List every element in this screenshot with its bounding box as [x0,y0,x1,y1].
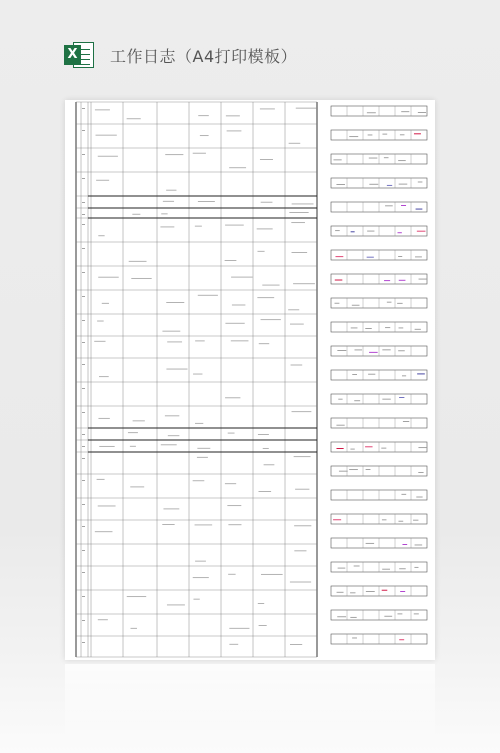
summary-mark [336,425,344,426]
cell-text-speck [259,343,269,344]
cell-text-speck [231,277,252,278]
summary-mark [382,569,390,570]
cell-text-speck [292,252,308,253]
cell-text-speck [258,603,264,604]
summary-mark [416,497,422,498]
summary-mark [398,521,403,522]
summary-mark [399,184,408,185]
cell-text-speck [193,153,206,154]
cell-text-speck [98,156,118,157]
cell-text-speck [195,423,203,424]
summary-mark [403,421,409,422]
summary-mark [349,136,358,137]
summary-mark [338,568,346,569]
cell-text-speck [131,278,151,279]
cell-text-speck [225,225,244,226]
summary-mark [366,591,375,592]
row-label-speck [82,572,85,573]
cell-text-speck [99,446,114,447]
cell-text-speck [96,135,117,136]
cell-text-speck [165,415,179,416]
cell-text-speck [132,214,140,215]
summary-mark [414,613,419,614]
paper-reflection [65,664,435,744]
summary-mark [398,160,406,161]
log-sheet-preview [65,100,435,660]
cell-text-speck [95,109,110,110]
row-label-speck [82,412,85,413]
cell-text-speck [166,190,176,191]
row-label-speck [82,178,85,179]
cell-text-speck [261,319,281,320]
cell-text-speck [198,295,218,296]
summary-mark [385,327,390,328]
cell-text-speck [290,644,302,645]
summary-mark [400,134,405,135]
row-label-speck [82,202,85,203]
cell-text-speck [229,628,249,629]
cell-text-speck [133,420,145,421]
cell-text-speck [130,446,136,447]
cell-text-speck [294,525,311,526]
summary-mark [414,133,421,134]
row-label-speck [82,480,85,481]
cell-text-speck [197,457,208,458]
cell-text-speck [166,369,187,370]
row-label-speck [82,434,85,435]
cell-text-speck [290,324,304,325]
row-label-speck [82,446,85,447]
row-label-speck [82,342,85,343]
cell-text-speck [166,302,184,303]
summary-mark [369,352,378,353]
cell-text-speck [289,212,308,213]
cell-text-speck [94,341,105,342]
summary-mark [397,303,402,304]
cell-text-speck [262,285,279,286]
summary-mark [369,184,378,185]
summary-mark [417,231,426,232]
cell-text-speck [229,167,246,168]
row-label-speck [82,526,85,527]
excel-icon [64,39,96,71]
row-label-speck [82,154,85,155]
summary-mark [417,373,425,374]
summary-mark [415,256,422,257]
cell-text-speck [195,524,213,525]
summary-mark [418,447,426,448]
cell-text-speck [97,321,104,322]
log-sheet-grid [65,100,435,660]
summary-mark [418,472,423,473]
cell-text-speck [293,283,315,284]
row-label-speck [82,596,85,597]
summary-mark [399,639,404,640]
summary-mark [336,448,343,449]
cell-text-speck [193,577,209,578]
cell-text-speck [98,418,109,419]
summary-mark [382,519,387,520]
cell-text-speck [98,235,104,236]
summary-mark [415,329,421,330]
summary-mark [387,302,392,303]
row-label-speck [82,620,85,621]
summary-mark [381,448,386,449]
row-label-speck [82,364,85,365]
summary-mark [366,469,371,470]
row-label-speck [82,550,85,551]
excel-badge: X [64,45,81,65]
summary-mark [352,305,360,306]
cell-text-speck [195,340,205,341]
summary-mark [387,185,392,186]
cell-text-speck [195,226,202,227]
summary-mark [338,399,342,400]
summary-mark [368,135,373,136]
row-label-speck [82,224,85,225]
summary-mark [351,327,358,328]
row-label-speck [82,504,85,505]
cell-text-speck [257,297,274,298]
summary-mark [354,349,362,350]
cell-text-speck [225,397,240,398]
cell-text-speck [128,432,138,433]
summary-mark [350,617,356,618]
cell-text-speck [227,130,242,131]
cell-text-speck [289,143,301,144]
cell-text-speck [288,309,299,310]
cell-text-speck [195,561,206,562]
cell-text-speck [295,489,309,490]
summary-mark [336,184,345,185]
summary-mark [365,446,372,447]
summary-mark [397,232,401,233]
summary-mark [384,280,390,281]
cell-text-speck [257,228,273,229]
cell-text-speck [290,582,311,583]
cell-text-speck [162,331,180,332]
summary-mark [416,209,423,210]
summary-mark [366,543,374,544]
summary-mark [384,616,392,617]
summary-mark [354,400,360,401]
row-label-speck [82,388,85,389]
cell-text-speck [193,374,202,375]
cell-text-speck [130,486,144,487]
summary-mark [333,159,341,160]
cell-text-speck [95,531,113,532]
cell-text-speck [260,159,273,160]
cell-text-speck [225,323,244,324]
summary-mark [413,520,418,521]
cell-text-speck [291,222,305,223]
summary-mark [400,591,405,592]
summary-mark [399,280,406,281]
summary-mark [385,205,393,206]
cell-text-speck [98,277,118,278]
summary-mark [397,613,402,614]
cell-text-speck [98,506,116,507]
summary-mark [337,616,346,617]
cell-text-speck [232,305,245,306]
row-label-speck [82,320,85,321]
cell-text-speck [292,203,314,204]
cell-text-speck [257,251,264,252]
summary-mark [399,397,404,398]
summary-mark [352,374,357,375]
cell-text-speck [198,115,209,116]
cell-text-speck [165,154,183,155]
row-label-speck [82,642,85,643]
summary-mark [398,256,402,257]
summary-mark [337,350,346,351]
row-label-speck [82,214,85,215]
summary-mark [401,205,406,206]
summary-mark [382,349,390,350]
cell-text-speck [225,483,236,484]
summary-mark [351,231,355,232]
summary-mark [419,279,427,280]
summary-mark [367,231,374,232]
cell-text-speck [264,464,275,465]
summary-mark [414,567,418,568]
cell-text-speck [261,574,283,575]
summary-mark [402,375,406,376]
summary-mark [339,471,348,472]
page-title: 工作日志（A4打印模板） [110,46,298,66]
summary-mark [368,374,375,375]
summary-mark [350,592,355,593]
cell-text-speck [97,479,105,480]
row-label-speck [82,248,85,249]
cell-text-speck [161,444,177,445]
summary-mark [399,568,406,569]
summary-mark [382,590,388,591]
summary-mark [365,328,371,329]
cell-text-speck [167,604,185,605]
cell-text-speck [129,261,147,262]
cell-text-speck [229,644,238,645]
summary-mark [401,111,409,112]
cell-text-speck [162,524,174,525]
summary-mark [399,327,404,328]
page-header [64,38,297,72]
row-label-speck [82,108,85,109]
summary-mark [402,544,407,545]
cell-text-speck [226,115,240,116]
summary-mark [415,545,423,546]
summary-mark [367,112,376,113]
cell-text-speck [167,341,182,342]
summary-mark [418,112,426,113]
cell-text-speck [98,619,108,620]
cell-text-speck [228,574,235,575]
row-label-speck [82,272,85,273]
cell-text-speck [102,303,109,304]
cell-text-speck [296,108,317,109]
summary-mark [354,566,360,567]
summary-mark [382,399,390,400]
summary-mark [335,230,340,231]
cell-text-speck [292,411,312,412]
cell-text-speck [163,201,174,202]
cell-text-speck [260,108,275,109]
cell-text-speck [168,435,180,436]
summary-mark [369,158,378,159]
summary-mark [335,256,343,257]
cell-text-speck [231,340,249,341]
row-label-speck [82,130,85,131]
summary-mark [418,182,423,183]
summary-mark [337,592,344,593]
cell-text-speck [258,434,269,435]
cell-text-speck [99,376,109,377]
cell-text-speck [228,524,241,525]
cell-text-speck [198,201,215,202]
cell-text-speck [127,596,146,597]
cell-text-speck [227,505,241,506]
cell-text-speck [225,260,237,261]
cell-text-speck [263,448,269,449]
cell-text-speck [294,550,306,551]
row-label-speck [82,296,85,297]
cell-text-speck [193,599,199,600]
summary-mark [349,469,358,470]
cell-text-speck [258,491,271,492]
summary-mark [367,257,374,258]
cell-text-speck [193,480,205,481]
summary-mark [398,350,405,351]
summary-mark [384,157,389,158]
cell-text-speck [197,448,210,449]
summary-mark [333,519,341,520]
cell-text-speck [228,433,235,434]
summary-mark [335,280,343,281]
cell-text-speck [261,202,273,203]
summary-mark [352,638,357,639]
summary-mark [401,494,406,495]
cell-text-speck [96,180,109,181]
summary-mark [382,134,387,135]
cell-text-speck [127,118,141,119]
cell-text-speck [161,213,167,214]
cell-text-speck [160,226,174,227]
row-label-speck [82,458,85,459]
cell-text-speck [131,628,137,629]
summary-mark [335,303,340,304]
summary-mark [350,449,354,450]
cell-text-speck [163,508,179,509]
cell-text-speck [259,625,267,626]
cell-text-speck [200,135,209,136]
cell-text-speck [294,456,311,457]
cell-text-speck [291,365,303,366]
